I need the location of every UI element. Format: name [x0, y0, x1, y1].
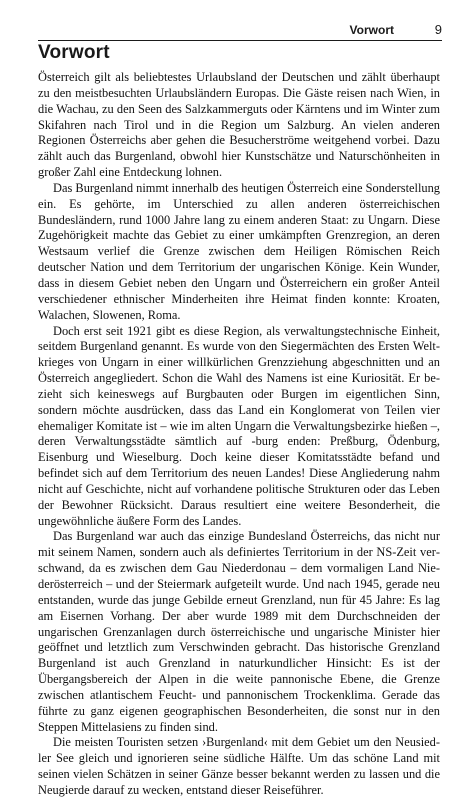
body-text [38, 70, 440, 799]
paragraph: Doch erst seit 1921 gibt es diese Region, als verwaltungstechnische Einheit, seitdem Burgenland genannt. Es wurde von den Siegermächten des Ersten Weltkrieges von Ungarn in einer willkürlichen Grenzziehung abgeschnitten und an Österreich angegliedert. Schon die Wahl des Namens ist eine Kuriosität. Er bezieht sich keineswegs auf Burgbauten oder Burgen im eigentlichen Sinn, sondern möchte ausdrücken, dass das Land ein Konglomerat von Teilen vier ehemaliger Komitate ist – wie im alten Ungarn die Verwaltungsbezirke hießen –, deren Verwaltungsstädte sämtlich auf -burg enden: Preßburg, Ödenburg, Eisenburg und Wieselburg. Doch keine dieser Komitatsstädte befand und befindet sich auf dem Territorium des neuen Landes! Diese Angliederung nahm nicht auf Geschichte, nicht auf vorhandene politische Strukturen oder das Leben der Bewohner Rücksicht. Daraus resultiert eine weitere Besonderheit, die ungewöhnliche äußere Form des Landes. [38, 323, 440, 528]
paragraph: Die meisten Touristen setzen ›Burgenland‹ mit dem Gebiet um den Neusiedler See gleich und ignorieren seine südliche Hälfte. Um das schöne Land mit seinen vielen Schätzen in seiner Gänze besser bekannt werden zu lassen und die Neugierde darauf zu wecken, entstand dieser Reiseführer. [38, 735, 440, 797]
running-header [38, 22, 442, 41]
paragraph: Das Burgenland war auch das einzige Bundesland Österreichs, das nicht nur mit seinem Namen, sondern auch als definiertes Territorium in der NS-Zeit verschwand, da es zwischen dem Gau Niederdonau – dem vormaligen Land Niederösterreich – und der Steiermark aufgeteilt wurde. Und nach 1945, gerade neu entstanden, wurde das junge Gebilde erneut Grenzland, nun für 45 Jahre: Es lag am Eisernen Vorhang. Der aber wurde 1989 mit dem Durchschneiden der ungarischen Grenzanlagen durch österreichische und ungarische Minister hier geöffnet und letztlich zum Verschwinden gebracht. Das historische Grenzland Burgenland ist auch Grenzland in naturkundlicher Hinsicht: Es ist der Übergangsbereich der Alpen in die weite pannonische Ebene, die Grenze zwischen atlantischem Feucht- und pannonischem Trockenklima. Gerade das führte zu ganz eigenen geographischen Besonderheiten, die sonst nur in den Steppen Mittelasiens zu finden sind. [38, 529, 440, 734]
paragraph: Das Burgenland nimmt innerhalb des heutigen Österreich eine Sonderstellung ein. Es gehörte, im Unterschied zu allen anderen österreichischen Bundesländern, rund 1000 Jahre lang zu einem anderen Staat: zu Ungarn. Diese Zugehörigkeit machte das Gebiet zu einer umkämpften Grenzregion, an deren Westsaum verlief die Grenze zwischen dem Heiligen Römischen Reich deutscher Nation und dem Territorium der ungarischen Könige. Kein Wunder, dass in diesem Gebiet neben den Ungarn und Österreichern ein großer Anteil verschiedener ethnischer Minderheiten ihre Heimat finden konnte: Kroaten, Walachen, Slowenen, Roma. [38, 180, 440, 322]
page-number: 9 [434, 22, 442, 37]
section-label: Vorwort [349, 23, 394, 37]
chapter-title: Vorwort [38, 42, 110, 63]
paragraph: Österreich gilt als beliebtestes Urlaubsland der Deutschen und zählt überhaupt zu den meistbesuchten Urlaubsländern Europas. Die Gäste reisen nach Wien, in die Wachau, zu den Seen des Salzkammerguts oder Kärntens und im Winter zum Skifahren nach Tirol und in die Region um Salzburg. An vielen anderen Regionen Österreichs aber gehen die Besucherströme weitgehend vorbei. Dazu zählt auch das Burgenland, obwohl hier Kunstschätze und Naturschönheiten in großer Zahl eine Entdeckung lohnen. [38, 70, 440, 180]
